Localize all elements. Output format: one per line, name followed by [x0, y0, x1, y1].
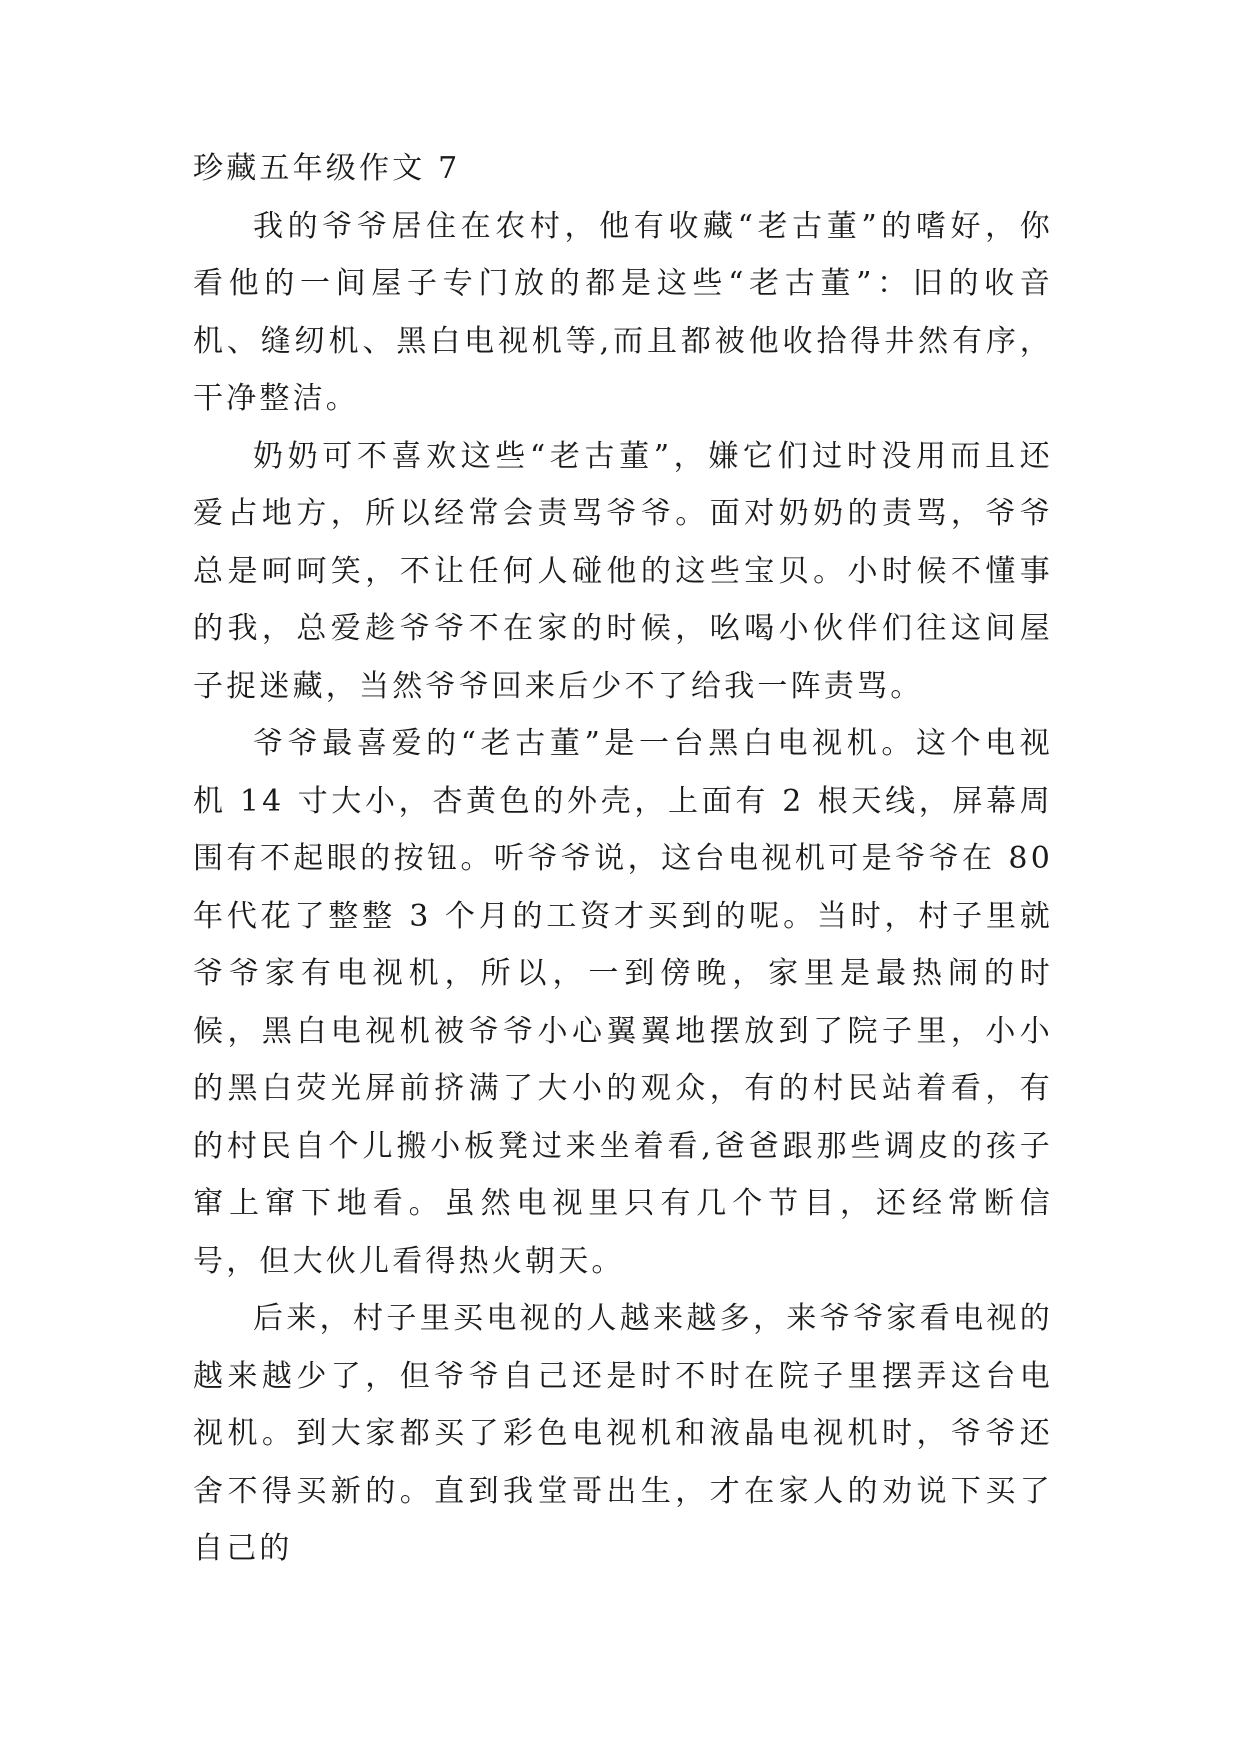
paragraph-1: 我的爷爷居住在农村，他有收藏“老古董”的嗜好，你看他的一间屋子专门放的都是这些“老古董”：旧的收音机、缝纫机、黑白电视机等,而且都被他收拾得井然有序，干净整洁。: [193, 208, 1053, 416]
document-body: [193, 140, 1053, 1578]
document-title: 珍藏五年级作文 7: [193, 151, 461, 186]
paragraph-3: 爷爷最喜爱的“老古董”是一台黑白电视机。这个电视机 14 寸大小，杏黄色的外壳，上面有 2 根天线，屏幕周围有不起眼的按钮。听爷爷说，这台电视机可是爷爷在 80 年代花了整整 3 个月的工资才买到的呢。当时，村子里就爷爷家有电视机，所以，一到傍晚，家里是最热闹的时候，黑白电视机被爷爷小心翼翼地摆放到了院子里，小小的黑白荧光屏前挤满了大小的观众，有的村民站着看，有的村民自个儿搬小板凳过来坐着看,爸爸跟那些调皮的孩子窜上窜下地看。虽然电视里只有几个节目，还经常断信号，但大伙儿看得热火朝天。: [193, 726, 1053, 1279]
paragraph-4: 后来，村子里买电视的人越来越多，来爷爷家看电视的越来越少了，但爷爷自己还是时不时在院子里摆弄这台电视机。到大家都买了彩色电视机和液晶电视机时，爷爷还舍不得买新的。直到我堂哥出生，才在家人的劝说下买了自己的: [193, 1301, 1053, 1566]
paragraph-2: 奶奶可不喜欢这些“老古董”，嫌它们过时没用而且还爱占地方，所以经常会责骂爷爷。面对奶奶的责骂，爷爷总是呵呵笑，不让任何人碰他的这些宝贝。小时候不懂事的我，总爱趁爷爷不在家的时候，吆喝小伙伴们往这间屋子捉迷藏，当然爷爷回来后少不了给我一阵责骂。: [193, 438, 1053, 704]
